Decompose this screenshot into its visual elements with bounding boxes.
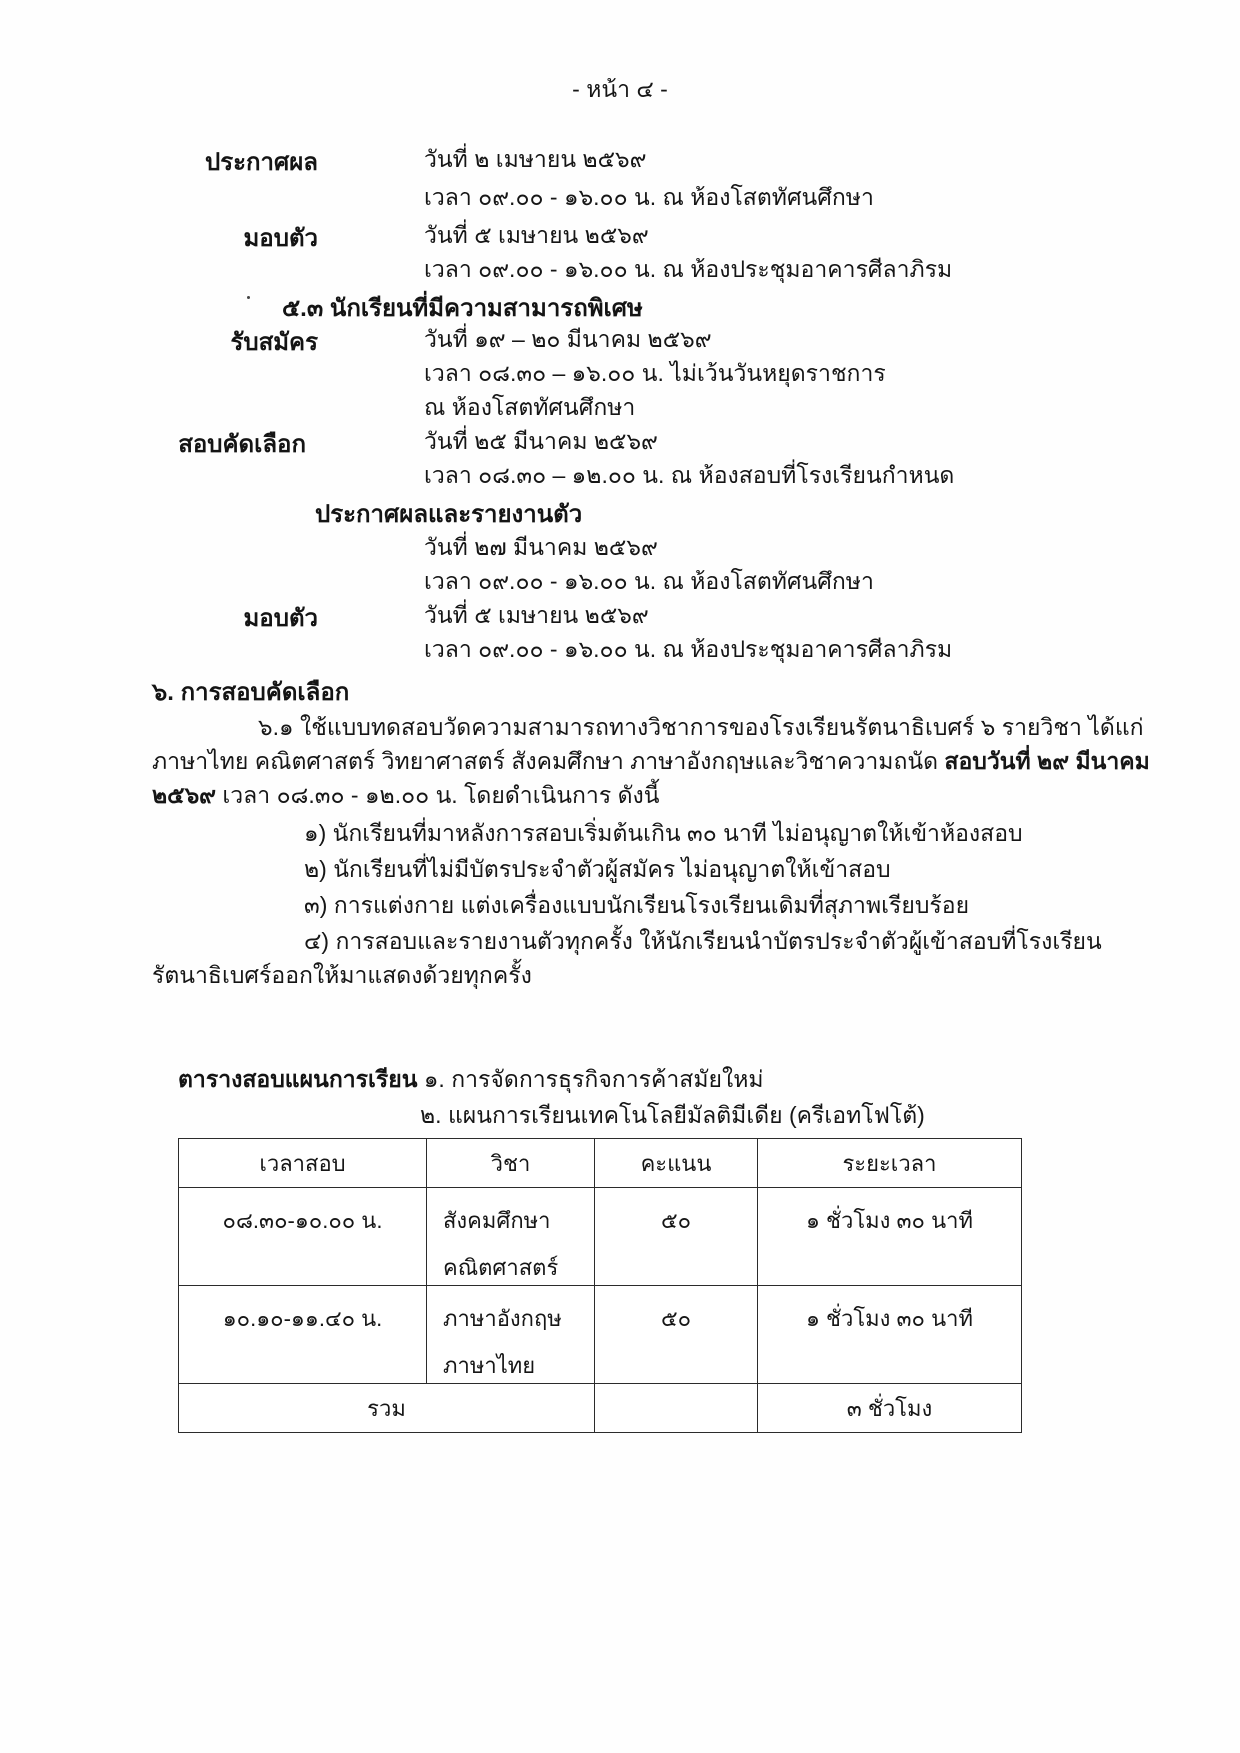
- table-header-row: [179, 1139, 1022, 1188]
- cell-score-2-text: ๕๐: [660, 1306, 692, 1331]
- schedule-date-result-report: วันที่ ๒๗ มีนาคม ๒๕๖๙: [424, 534, 658, 560]
- column-header-time: เวลาสอบ: [179, 1139, 427, 1188]
- exam-table-intro-line1: [178, 1062, 764, 1098]
- section-6-1-line3: [152, 778, 659, 814]
- schedule-date-announce: วันที่ ๒ เมษายน ๒๕๖๙: [424, 146, 647, 172]
- exam-table-intro-plan-2: ๒. แผนการเรียนเทคโนโลยีมัลติมีเดีย (ครีเอทโฟโต้): [420, 1102, 925, 1128]
- section-6-1-line1: ๖.๑ ใช้แบบทดสอบวัดความสามารถทางวิชาการของโรงเรียนรัตนาธิเบศร์ ๖ รายวิชา ได้แก่: [258, 714, 1144, 740]
- column-header-score: คะแนน: [595, 1139, 758, 1188]
- cell-total-label: รวม: [179, 1384, 595, 1433]
- cell-score-1: [595, 1188, 758, 1286]
- schedule-time-announce: เวลา ๐๙.๐๐ - ๑๖.๐๐ น. ณ ห้องโสตทัศนศึกษา: [424, 184, 874, 210]
- schedule-label-report2: มอบตัว: [243, 605, 318, 632]
- schedule-label-announce: ประกาศผล: [204, 149, 318, 176]
- cell-subject-1-line1: สังคมศึกษา: [443, 1208, 551, 1233]
- schedule-date-apply: วันที่ ๑๙ – ๒๐ มีนาคม ๒๕๖๙: [424, 326, 712, 352]
- section-6-1-line3-bold: ๒๕๖๙: [152, 782, 223, 808]
- schedule-time-exam: เวลา ๐๘.๓๐ – ๑๒.๐๐ น. ณ ห้องสอบที่โรงเรียนกำหนด: [424, 462, 955, 488]
- schedule-label-result-report: ประกาศผลและรายงานตัว: [315, 501, 583, 528]
- cell-time-1-text: ๐๘.๓๐-๑๐.๐๐ น.: [222, 1208, 383, 1233]
- cell-score-2: [595, 1286, 758, 1384]
- cell-subject-2-line1: ภาษาอังกฤษ: [443, 1306, 562, 1331]
- cell-duration-2-text: ๑ ชั่วโมง ๓๐ นาที: [805, 1306, 973, 1331]
- schedule-date-exam: วันที่ ๒๕ มีนาคม ๒๕๖๙: [424, 428, 658, 454]
- cell-total-score: [595, 1384, 758, 1433]
- schedule-time-report: เวลา ๐๙.๐๐ - ๑๖.๐๐ น. ณ ห้องประชุมอาคารศีลาภิรม: [424, 256, 953, 282]
- cell-time-2: [179, 1286, 427, 1384]
- schedule-label-report: มอบตัว: [243, 225, 318, 252]
- exam-table-intro-bold-prefix: ตารางสอบแผนการเรียน: [178, 1066, 424, 1092]
- schedule-time-report2: เวลา ๐๙.๐๐ - ๑๖.๐๐ น. ณ ห้องประชุมอาคารศีลาภิรม: [424, 636, 953, 662]
- cell-score-1-text: ๕๐: [660, 1208, 692, 1233]
- table-total-row: [179, 1384, 1022, 1433]
- schedule-label-exam: สอบคัดเลือก: [178, 431, 306, 458]
- scan-artifact-dot: [247, 296, 250, 299]
- section-6-1-line2: [152, 744, 1150, 780]
- schedule-time-apply: เวลา ๐๘.๓๐ – ๑๖.๐๐ น. ไม่เว้นวันหยุดราชการ: [424, 360, 886, 386]
- exam-schedule-table: [178, 1138, 1022, 1433]
- cell-time-1: [179, 1188, 427, 1286]
- page-number: - หน้า ๔ -: [572, 76, 668, 102]
- exam-table-intro-plan-1: ๑. การจัดการธุรกิจการค้าสมัยใหม่: [423, 1066, 764, 1092]
- section-6-1-line2-bold: สอบวันที่ ๒๙ มีนาคม: [944, 748, 1150, 774]
- list-item-1: ๑) นักเรียนที่มาหลังการสอบเริ่มต้นเกิน ๓๐ นาที ไม่อนุญาตให้เข้าห้องสอบ: [304, 820, 1023, 846]
- cell-duration-1: [758, 1188, 1022, 1286]
- cell-time-2-text: ๑๐.๑๐-๑๑.๔๐ น.: [222, 1306, 383, 1331]
- section-6-1-line3-regular: เวลา ๐๘.๓๐ - ๑๒.๐๐ น. โดยดำเนินการ ดังนี้: [222, 782, 660, 808]
- schedule-date-report: วันที่ ๕ เมษายน ๒๕๖๙: [424, 222, 649, 248]
- cell-subject-2-line2: ภาษาไทย: [443, 1353, 536, 1378]
- column-header-duration: ระยะเวลา: [758, 1139, 1022, 1188]
- schedule-label-apply: รับสมัคร: [230, 329, 318, 356]
- section-6-1-line2-regular: ภาษาไทย คณิตศาสตร์ วิทยาศาสตร์ สังคมศึกษา ภาษาอังกฤษและวิชาความถนัด: [152, 748, 945, 774]
- schedule-place-apply: ณ ห้องโสตทัศนศึกษา: [424, 394, 636, 420]
- cell-total-duration: ๓ ชั่วโมง: [758, 1384, 1022, 1433]
- table-row: [179, 1188, 1022, 1286]
- list-item-2: ๒) นักเรียนที่ไม่มีบัตรประจำตัวผู้สมัคร ไม่อนุญาตให้เข้าสอบ: [304, 856, 891, 882]
- column-header-subject: วิชา: [427, 1139, 595, 1188]
- cell-subject-1-line2: คณิตศาสตร์: [443, 1255, 559, 1280]
- cell-duration-1-text: ๑ ชั่วโมง ๓๐ นาที: [805, 1208, 973, 1233]
- list-item-4-wrap: รัตนาธิเบศร์ออกให้มาแสดงด้วยทุกครั้ง: [152, 962, 532, 988]
- cell-duration-2: [758, 1286, 1022, 1384]
- section-6-heading: ๖. การสอบคัดเลือก: [152, 679, 350, 706]
- list-item-4: ๔) การสอบและรายงานตัวทุกครั้ง ให้นักเรียนนำบัตรประจำตัวผู้เข้าสอบที่โรงเรียน: [304, 928, 1102, 954]
- cell-subject-1: [427, 1188, 595, 1286]
- schedule-time-result-report: เวลา ๐๙.๐๐ - ๑๖.๐๐ น. ณ ห้องโสตทัศนศึกษา: [424, 568, 874, 594]
- table-row: [179, 1286, 1022, 1384]
- schedule-date-report2: วันที่ ๕ เมษายน ๒๕๖๙: [424, 602, 649, 628]
- section-5-3-heading: ๕.๓ นักเรียนที่มีความสามารถพิเศษ: [282, 295, 643, 322]
- cell-subject-2: [427, 1286, 595, 1384]
- list-item-3: ๓) การแต่งกาย แต่งเครื่องแบบนักเรียนโรงเรียนเดิมที่สุภาพเรียบร้อย: [304, 892, 970, 918]
